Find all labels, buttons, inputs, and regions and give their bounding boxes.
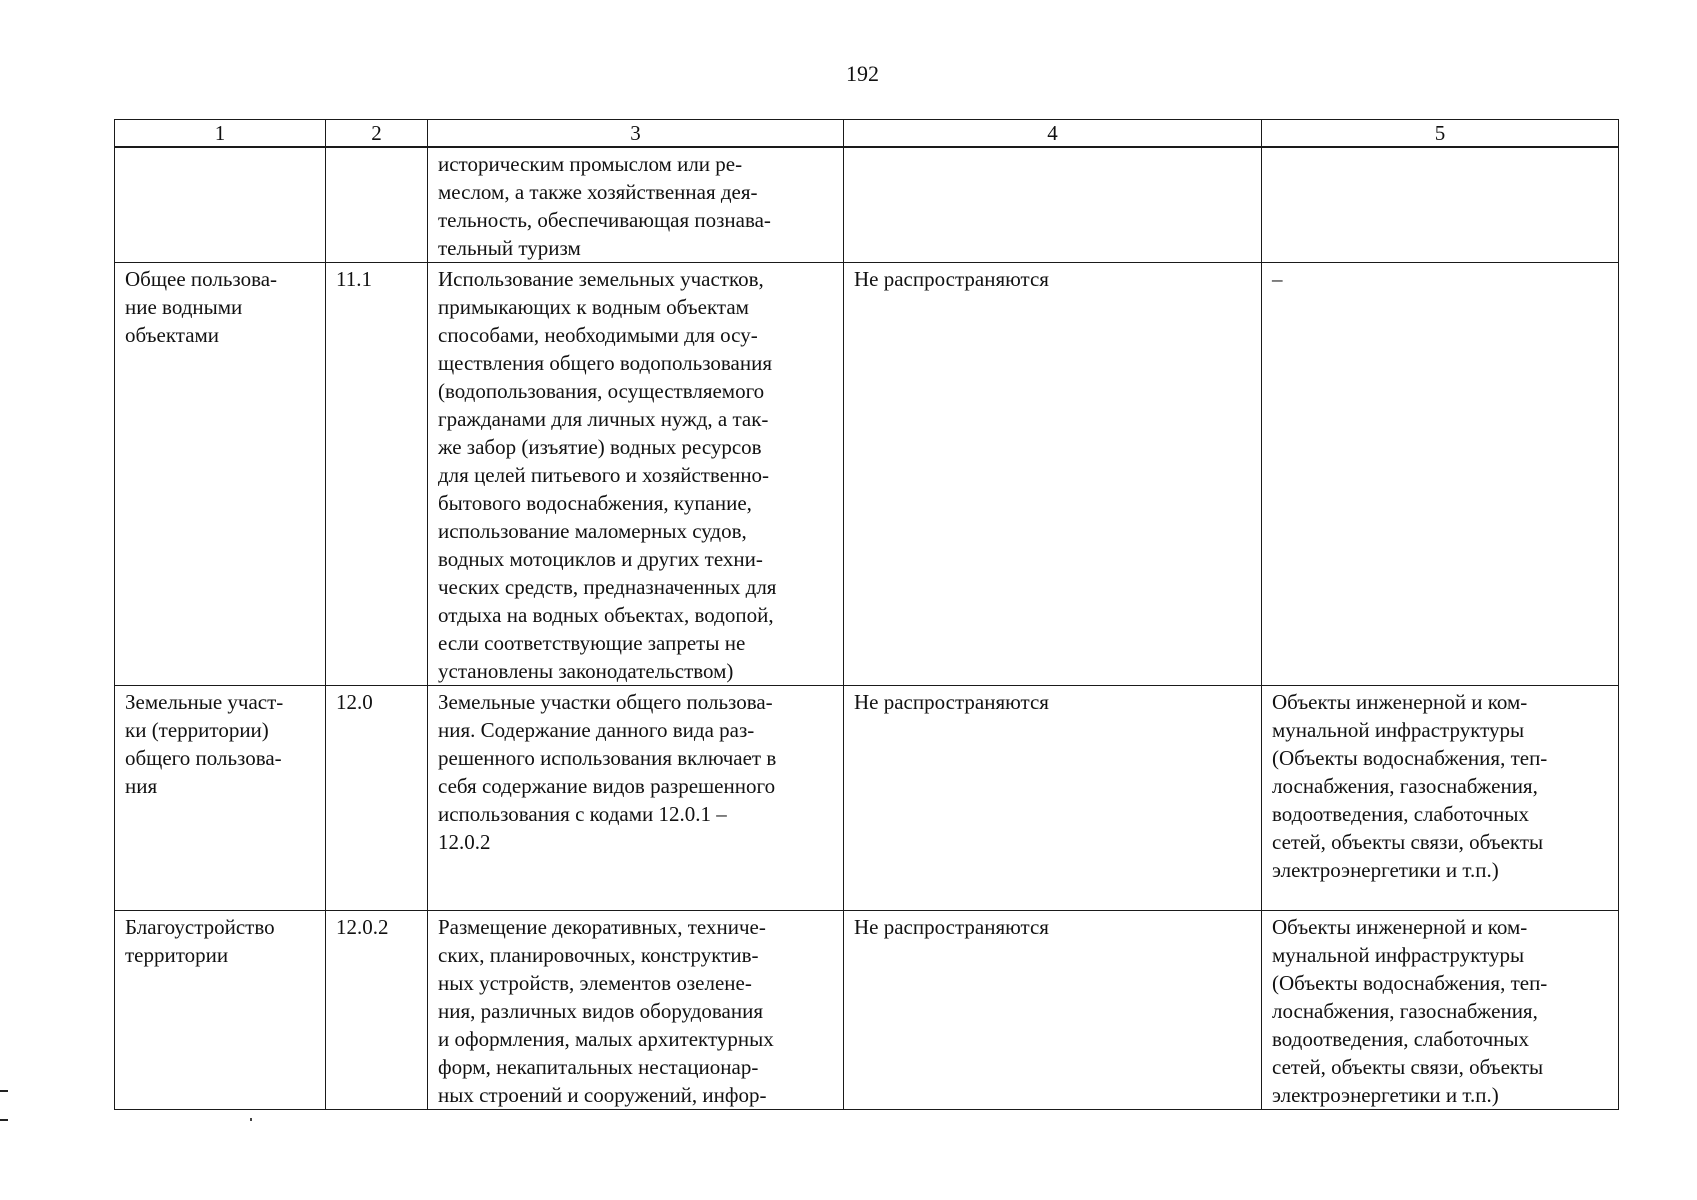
cell-text-line: Общее пользова- — [125, 267, 278, 291]
cell-text-line: использования с кодами 12.0.1 – — [438, 802, 727, 826]
cell-description — [428, 686, 844, 911]
cell-name — [115, 911, 326, 1110]
cell-text-line: Земельные участ- — [125, 690, 284, 714]
cell-text-line: ния — [125, 774, 158, 798]
cell-text-line: использование маломерных судов, — [438, 519, 747, 543]
scan-speck — [250, 1118, 252, 1121]
cell-text-line: способами, необходимыми для осу- — [438, 323, 758, 347]
regulations-table — [114, 119, 1619, 1110]
table-row — [115, 911, 1619, 1110]
cell-restrictions: Не распространяются — [844, 911, 1262, 1110]
cell-text-line: мунальной инфраструктуры — [1272, 943, 1525, 967]
cell-text-line: Земельные участки общего пользова- — [438, 690, 773, 714]
table-row — [115, 147, 1619, 263]
cell-text-line: (Объекты водоснабжения, теп- — [1272, 746, 1548, 770]
cell-text-line: примыкающих к водным объектам — [438, 295, 749, 319]
column-header-2: 2 — [326, 120, 428, 148]
table-header-row — [115, 120, 1619, 148]
cell-text-line: установлены законодательством) — [438, 659, 734, 683]
cell-text-line: общего пользова- — [125, 746, 282, 770]
cell-name — [115, 147, 326, 263]
cell-text-line: – — [1272, 267, 1283, 291]
cell-text-line: решенного использования включает в — [438, 746, 777, 770]
cell-text-line: (водопользования, осуществляемого — [438, 379, 765, 403]
cell-text-line: (Объекты водоснабжения, теп- — [1272, 971, 1548, 995]
cell-text-line: тельность, обеспечивающая познава- — [438, 208, 771, 232]
cell-text-line: для целей питьевого и хозяйственно- — [438, 463, 770, 487]
cell-code: 12.0.2 — [326, 911, 428, 1110]
table-body — [115, 120, 1619, 1110]
cell-text-line: лоснабжения, газоснабжения, — [1272, 774, 1538, 798]
cell-text-line: себя содержание видов разрешенного — [438, 774, 776, 798]
cell-text-line: если соответствующие запреты не — [438, 631, 746, 655]
cell-objects — [1262, 686, 1619, 911]
table-row — [115, 263, 1619, 686]
cell-objects — [1262, 263, 1619, 686]
cell-text-line: ных устройств, элементов озелене- — [438, 971, 752, 995]
cell-text-line: ния. Содержание данного вида раз- — [438, 718, 755, 742]
column-header-4: 4 — [844, 120, 1262, 148]
cell-name — [115, 686, 326, 911]
margin-mark — [0, 1119, 8, 1121]
cell-description — [428, 263, 844, 686]
cell-text-line: и оформления, малых архитектурных — [438, 1027, 774, 1051]
cell-code: 11.1 — [326, 263, 428, 686]
cell-text-line: ских, планировочных, конструктив- — [438, 943, 759, 967]
cell-code: 12.0 — [326, 686, 428, 911]
cell-text-line: ния, различных видов оборудования — [438, 999, 763, 1023]
cell-text-line: водоотведения, слаботочных — [1272, 1027, 1530, 1051]
cell-text-line: ние водными — [125, 295, 243, 319]
cell-text-line: Объекты инженерной и ком- — [1272, 690, 1528, 714]
column-header-3: 3 — [428, 120, 844, 148]
cell-restrictions: Не распространяются — [844, 263, 1262, 686]
cell-description — [428, 147, 844, 263]
cell-text-line: историческим промыслом или ре- — [438, 152, 743, 176]
cell-restrictions — [844, 147, 1262, 263]
cell-text-line: ных строений и сооружений, инфор- — [438, 1083, 767, 1107]
cell-text-line: электроэнергетики и т.п.) — [1272, 858, 1499, 882]
cell-text-line: ки (территории) — [125, 718, 269, 742]
cell-text-line: отдыха на водных объектах, водопой, — [438, 603, 774, 627]
cell-text-line: сетей, объекты связи, объекты — [1272, 1055, 1544, 1079]
page-number: 192 — [846, 61, 879, 86]
table-row — [115, 686, 1619, 911]
cell-text-line: Благоустройство — [125, 915, 275, 939]
cell-text-line: меслом, а также хозяйственная дея- — [438, 180, 758, 204]
cell-text-line: электроэнергетики и т.п.) — [1272, 1083, 1499, 1107]
cell-text-line: ческих средств, предназначенных для — [438, 575, 777, 599]
cell-text-line: гражданами для личных нужд, а так- — [438, 407, 769, 431]
cell-code — [326, 147, 428, 263]
cell-text-line: сетей, объекты связи, объекты — [1272, 830, 1544, 854]
cell-text-line: бытового водоснабжения, купание, — [438, 491, 752, 515]
cell-restrictions: Не распространяются — [844, 686, 1262, 911]
cell-text-line: форм, некапитальных нестационар- — [438, 1055, 759, 1079]
cell-text-line: же забор (изъятие) водных ресурсов — [438, 435, 762, 459]
cell-text-line: Размещение декоративных, техниче- — [438, 915, 766, 939]
cell-text-line: водных мотоциклов и других техни- — [438, 547, 763, 571]
cell-text-line: мунальной инфраструктуры — [1272, 718, 1525, 742]
cell-text-line: ществления общего водопользования — [438, 351, 772, 375]
column-header-5: 5 — [1262, 120, 1619, 148]
cell-objects — [1262, 147, 1619, 263]
cell-objects — [1262, 911, 1619, 1110]
cell-text-line: водоотведения, слаботочных — [1272, 802, 1530, 826]
cell-text-line: территории — [125, 943, 229, 967]
cell-text-line: 12.0.2 — [438, 830, 491, 854]
cell-description — [428, 911, 844, 1110]
cell-text-line: тельный туризм — [438, 236, 581, 260]
column-header-1: 1 — [115, 120, 326, 148]
cell-text-line: объектами — [125, 323, 220, 347]
cell-text-line: Объекты инженерной и ком- — [1272, 915, 1528, 939]
margin-mark — [0, 1090, 8, 1092]
cell-text-line: Использование земельных участков, — [438, 267, 764, 291]
cell-text-line: лоснабжения, газоснабжения, — [1272, 999, 1538, 1023]
cell-name — [115, 263, 326, 686]
